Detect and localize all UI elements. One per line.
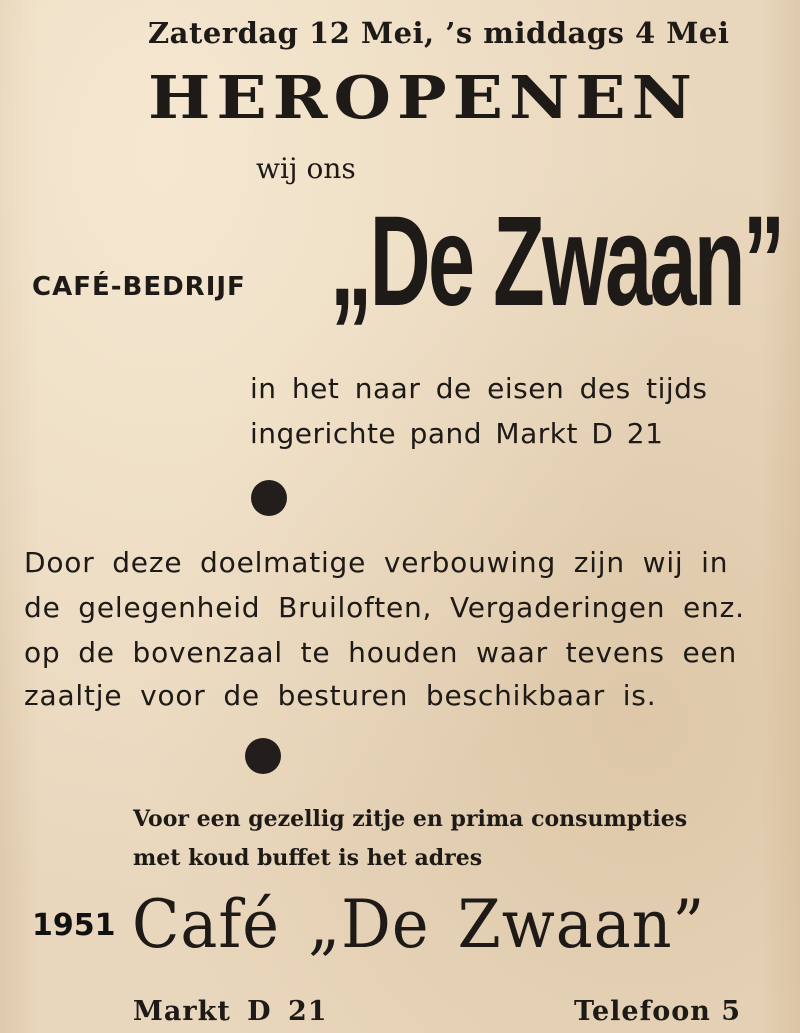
address: Markt D 21 xyxy=(133,996,328,1027)
description-line-2: de gelegenheid Bruiloften, Vergaderingen enz. xyxy=(24,591,745,624)
promo-line-1: Voor een gezellig zitje en prima consumpties xyxy=(133,806,688,832)
business-type-label: CAFÉ-BEDRIJF xyxy=(32,272,246,302)
premises-line-2: ingerichte pand Markt D 21 xyxy=(250,417,664,450)
description-line-4: zaaltje voor de besturen beschikbaar is. xyxy=(24,679,657,712)
business-name: „De Zwaan” xyxy=(330,190,783,333)
footer-business-name: Café „De Zwaan” xyxy=(132,886,706,963)
date-line: Zaterdag 12 Mei, ’s middags 4 Mei xyxy=(148,16,730,50)
premises-line-1: in het naar de eisen des tijds xyxy=(250,372,708,405)
description-line-3: op de bovenzaal te houden waar tevens een xyxy=(24,636,738,669)
intro-text: wij ons xyxy=(256,152,356,185)
bullet-dot-icon xyxy=(251,480,287,516)
phone-number: Telefoon 5 xyxy=(574,996,742,1027)
bullet-dot-icon xyxy=(245,738,281,774)
year-label: 1951 xyxy=(32,908,116,943)
promo-line-2: met koud buffet is het adres xyxy=(133,845,483,871)
description-line-1: Door deze doelmatige verbouwing zijn wij in xyxy=(24,546,729,579)
headline: HEROPENEN xyxy=(148,62,698,133)
